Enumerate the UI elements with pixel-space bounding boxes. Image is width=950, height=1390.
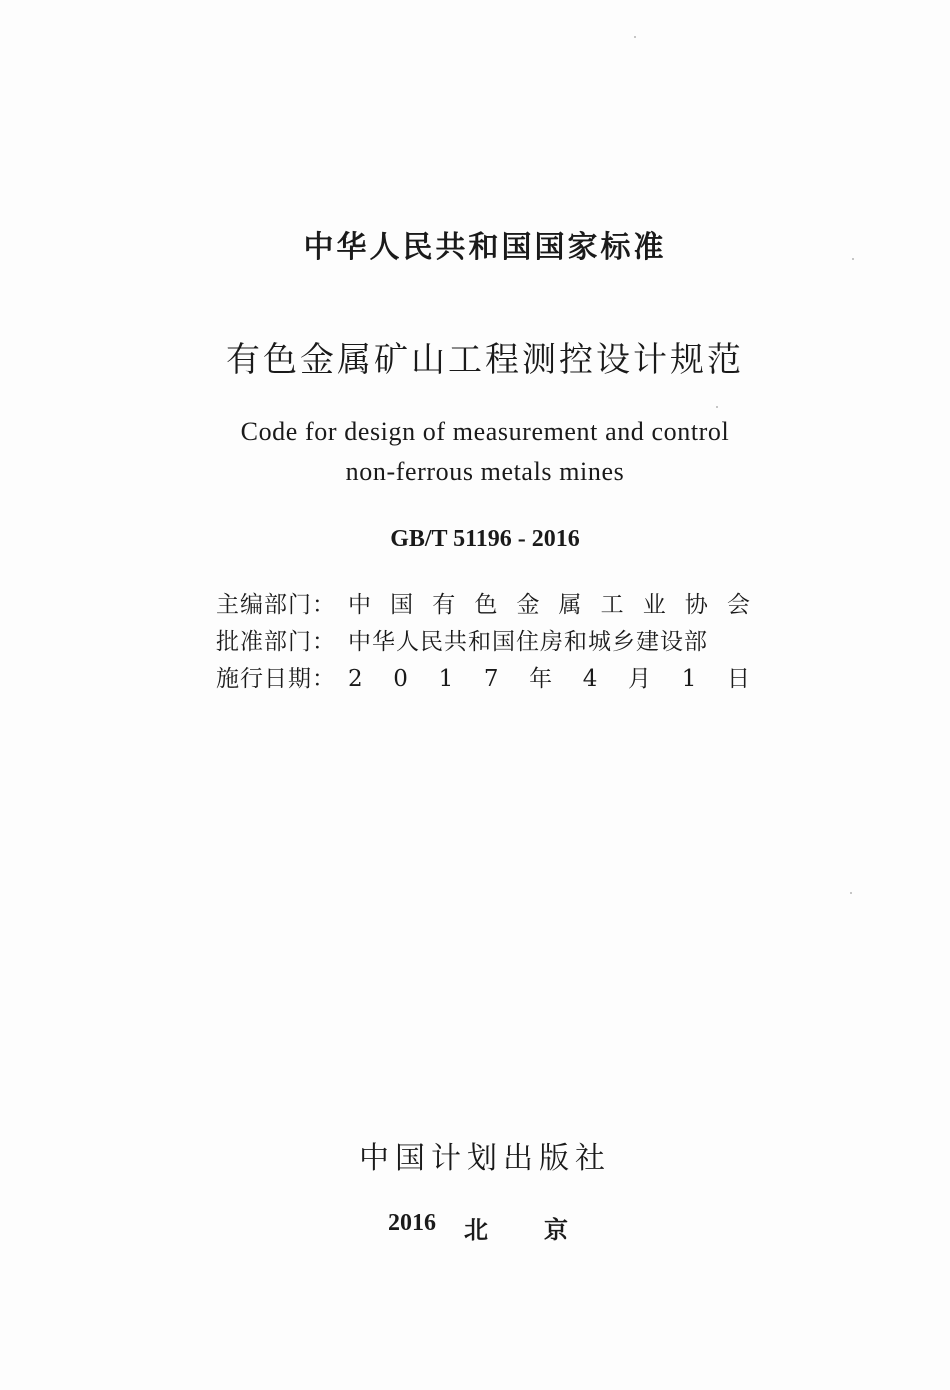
imprint-city-second-char: 京	[544, 1216, 568, 1244]
approver-value: 中华人民共和国住房和城乡建设部	[348, 629, 708, 655]
approver-label: 批准部门：	[216, 629, 336, 655]
scan-speck	[634, 36, 636, 38]
editor-row	[216, 588, 776, 622]
series-title: 中华人民共和国国家标准	[303, 230, 667, 265]
editor-char: 金	[516, 592, 540, 618]
imprint-city-first-char: 北	[464, 1216, 488, 1244]
editor-char: 会	[726, 592, 750, 618]
editor-char: 中	[348, 592, 371, 618]
english-title-line-1: Code for design of measurement and control	[240, 417, 730, 446]
publisher-name: 中国计划出版社	[359, 1141, 611, 1176]
english-title-line-2: non-ferrous metals mines	[345, 457, 625, 486]
editor-char: 业	[642, 592, 666, 618]
scan-speck	[716, 406, 718, 408]
editor-char: 工	[600, 592, 624, 618]
english-title	[0, 412, 950, 492]
editor-char: 有	[432, 592, 456, 618]
editor-value	[348, 588, 750, 622]
editor-char: 协	[684, 592, 708, 618]
effective-date-label: 施行日期：	[216, 666, 336, 692]
effective-date-char: 7	[483, 666, 499, 692]
effective-date-char: 1	[438, 666, 454, 692]
effective-date-char: 1	[681, 666, 697, 692]
editor-char: 属	[558, 592, 582, 618]
effective-date-char: 月	[628, 666, 652, 692]
approver-row	[216, 625, 776, 659]
standard-code: GB/T 51196 - 2016	[390, 526, 580, 552]
editor-char: 色	[474, 592, 498, 618]
effective-date-char: 4	[582, 666, 598, 692]
effective-date-row	[216, 662, 776, 696]
effective-date-char: 日	[726, 666, 750, 692]
effective-date-value	[348, 662, 750, 696]
metadata-block	[216, 588, 776, 699]
effective-date-char: 0	[393, 666, 408, 692]
editor-label: 主编部门：	[216, 592, 336, 618]
imprint-year: 2016	[388, 1210, 436, 1236]
effective-date-char: 2	[348, 666, 363, 692]
effective-date-char: 年	[529, 666, 553, 692]
scan-speck	[850, 892, 852, 894]
imprint-line	[388, 1210, 568, 1245]
main-title: 有色金属矿山工程测控设计规范	[226, 340, 744, 380]
editor-char: 国	[390, 592, 414, 618]
